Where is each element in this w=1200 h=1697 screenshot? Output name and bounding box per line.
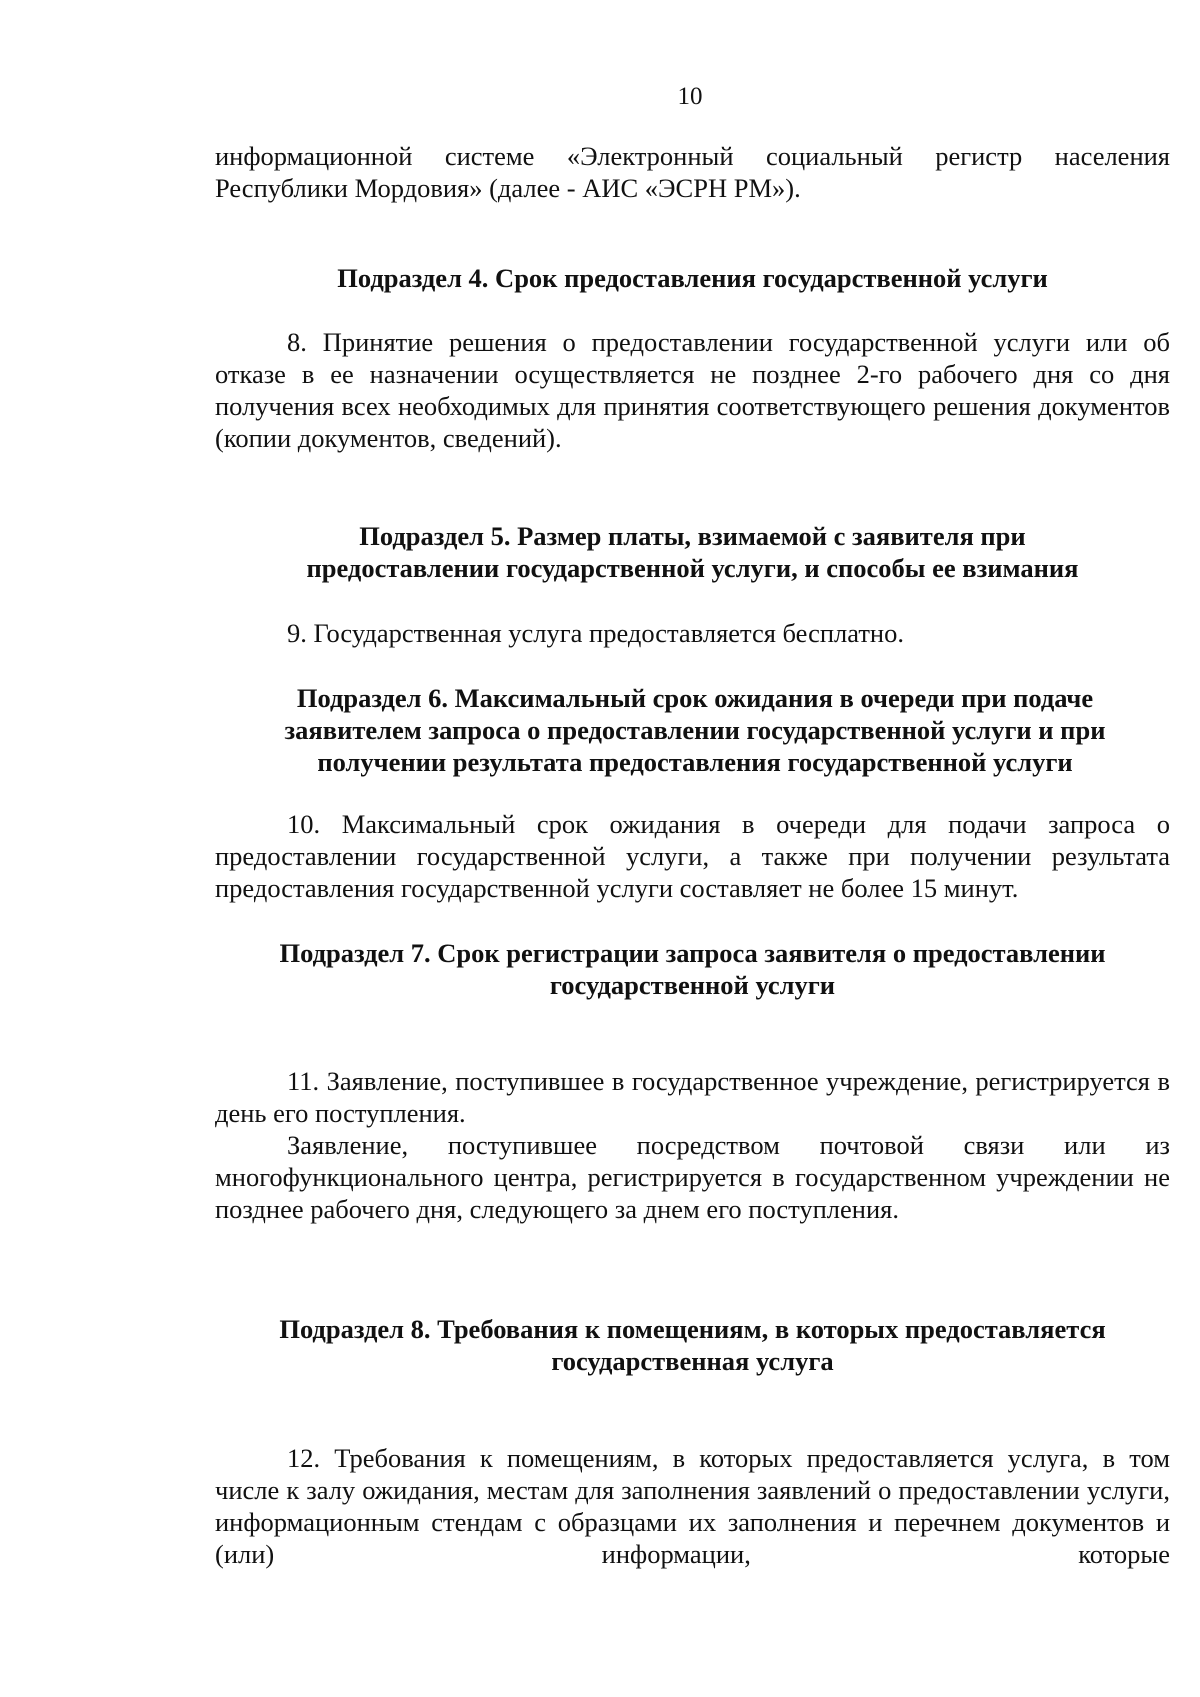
paragraph-12: 12. Требования к помещениям, в которых предоставляется услуга, в том числе к залу ожидания, местам для заполнения заявлений о предоставлении услуги, информационным стендам с образцами их заполнения и перечнем документов и (или) информации, которые: [215, 1443, 1170, 1569]
section-4-heading-text: Подраздел 4. Срок предоставления государственной услуги: [337, 263, 1048, 293]
section-6-heading-line-1: Подраздел 6. Максимальный срок ожидания в очереди при подаче: [296, 683, 1094, 713]
section-6-heading-line-2: заявителем запроса о предоставлении государственной услуги и при: [284, 715, 1106, 745]
section-8-heading-line-2: государственная услуга: [551, 1346, 834, 1376]
section-7-heading-line-2: государственной услуги: [549, 970, 836, 1000]
section-7-heading: [215, 937, 1170, 1001]
intro-paragraph: информационной системе «Электронный социальный регистр населения Республики Мордовия» (далее - АИС «ЭСРН РМ»).: [215, 141, 1170, 203]
section-6-heading: [230, 682, 1160, 778]
section-5-heading-line-1: Подраздел 5. Размер платы, взимаемой с заявителя при: [359, 521, 1026, 551]
paragraph-11: 11. Заявление, поступившее в государственное учреждение, регистрируется в день его поступления.: [215, 1066, 1170, 1128]
section-7-heading-line-1: Подраздел 7. Срок регистрации запроса заявителя о предоставлении: [279, 938, 1106, 968]
section-5-heading: [215, 520, 1170, 584]
section-8-heading: [215, 1313, 1170, 1377]
paragraph-9: 9. Государственная услуга предоставляется бесплатно.: [287, 618, 904, 648]
section-8-heading-line-1: Подраздел 8. Требования к помещениям, в которых предоставляется: [279, 1314, 1106, 1344]
section-6-heading-line-3: получении результата предоставления государственной услуги: [317, 747, 1073, 777]
paragraph-11-continued: Заявление, поступившее посредством почтовой связи или из многофункционального центра, регистрируется в государственном учреждении не позднее рабочего дня, следующего за днем его поступления.: [215, 1130, 1170, 1224]
section-4-heading: [215, 262, 1170, 294]
paragraph-10: 10. Максимальный срок ожидания в очереди для подачи запроса о предоставлении государственной услуги, а также при получении результата предоставления государственной услуги составляет не более 15 минут.: [215, 809, 1170, 903]
paragraph-8: 8. Принятие решения о предоставлении государственной услуги или об отказе в ее назначении осуществляется не позднее 2-го рабочего дня со дня получения всех необходимых для принятия соответствующего решения документов (копии документов, сведений).: [215, 327, 1170, 453]
paragraph-11-group: [215, 1065, 1170, 1225]
section-5-heading-line-2: предоставлении государственной услуги, и способы ее взимания: [306, 553, 1079, 583]
page-number: 10: [677, 83, 703, 110]
